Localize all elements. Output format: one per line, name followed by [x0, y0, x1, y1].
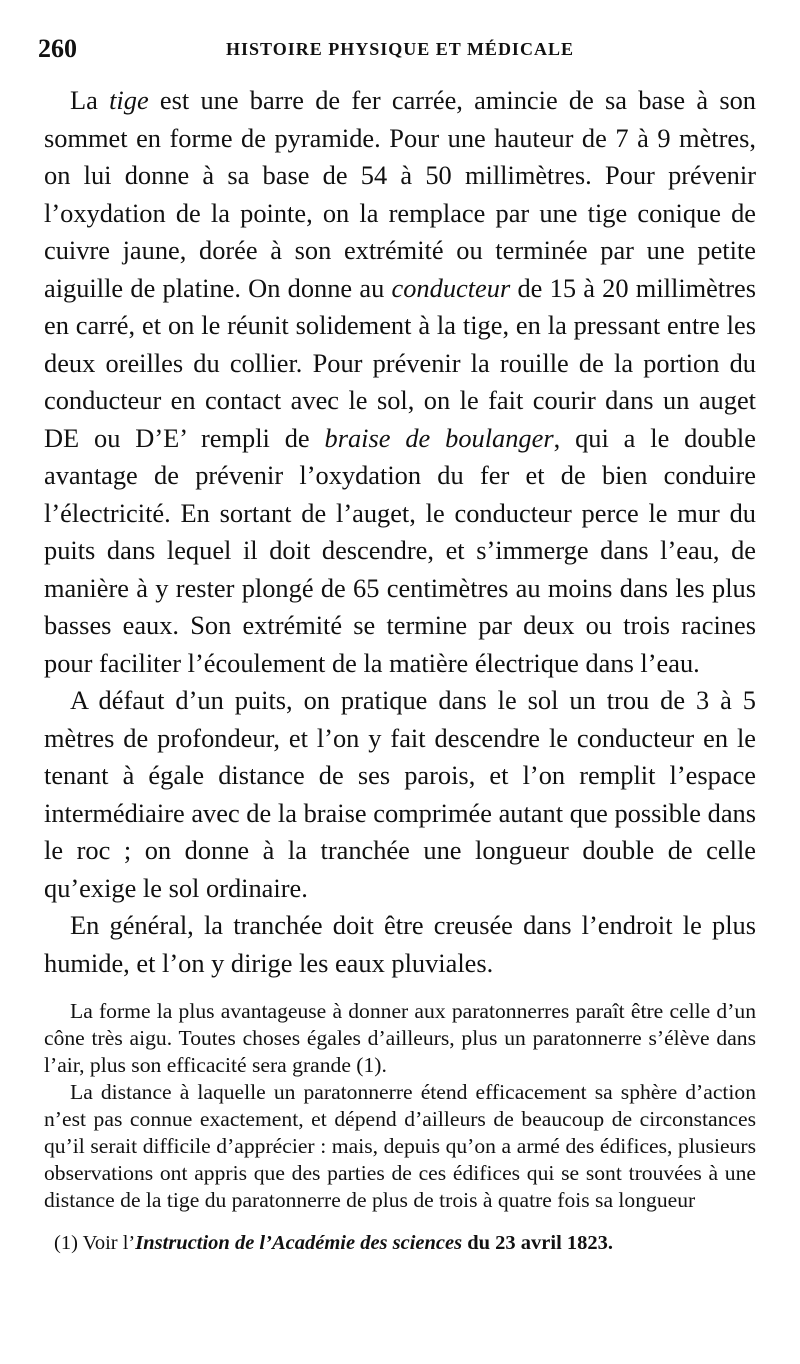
footnote-prefix: Voir l’ — [82, 1232, 136, 1254]
text-segment: , qui a le double avantage de prévenir l’oxydation du fer et de bien conduire l’électricité. En sortant de l’auget, le conducteur perce le mur du puits dans lequel il doit descendre, et s’immerge dans l’eau, de manière à y rester plongé de 65 centimètres au moins dans les plus basses eaux. Son extrémité se termine par deux ou trois racines pour faciliter l’écoulement de la matière électrique dans l’eau. — [44, 422, 756, 678]
paragraph-3 — [44, 907, 756, 982]
note-paragraph-2: La distance à laquelle un paratonnerre étend efficacement sa sphère d’action n’est pas connue exactement, et dépend d’ailleurs de beaucoup de circonstances qu’il serait difficile d’apprécier : mais, depuis qu’on a armé des édifices, plusieurs observations ont appris que des parties de ces édifices qui se sont trouvées à une distance de la tige du paratonnerre de plus de trois à quatre fois sa longueur — [44, 1080, 756, 1212]
page-header — [38, 34, 756, 68]
page-number: 260 — [38, 34, 77, 63]
note-paragraph-1: La forme la plus avantageuse à donner aux paratonnerres paraît être celle d’un cône très aigu. Toutes choses égales d’ailleurs, plus un paratonnerre s’élève dans l’air, plus son efficacité sera grande (1). — [44, 999, 756, 1077]
footnote-marker: (1) — [54, 1232, 78, 1254]
running-title: HISTOIRE PHYSIQUE ET MÉDICALE — [226, 39, 574, 59]
italic-segment: braise de boulanger — [324, 422, 554, 453]
text-segment: de 15 à 20 millimètres en carré, et on le réunit solidement à la tige, en la pressant entre les deux oreilles du collier. Pour prévenir la rouille de la portion du conducteur en contact avec le sol, on le fait courir dans un auget DE ou D’E’ rempli de — [44, 272, 757, 453]
footnote — [44, 1230, 756, 1256]
footnote-title: Instruction de l’Académie des sciences — [135, 1232, 463, 1254]
text-segment: La — [70, 85, 110, 115]
italic-segment: tige — [109, 85, 149, 115]
main-text — [44, 82, 756, 982]
italic-segment: conducteur — [391, 272, 511, 303]
page — [38, 34, 757, 1256]
footnote-suffix: du 23 avril 1823. — [467, 1232, 614, 1254]
text-segment: A défaut d’un puits, on pratique dans le sol un trou de 3 à 5 mètres de profondeur, et l’on y fait descendre le conducteur en le tenant à égale distance de ses parois, et l’on remplit l’espace intermédiaire avec de la braise comprimée autant que possible dans le roc ; on donne à la tranchée une longueur double de celle qu’exige le sol ordinaire. — [44, 685, 756, 903]
paragraph-2 — [44, 682, 756, 907]
notes-section — [44, 998, 756, 1214]
paragraph-1 — [44, 82, 756, 682]
text-segment: En général, la tranchée doit être creusée dans l’endroit le plus humide, et l’on y dirige les eaux pluviales. — [44, 910, 756, 978]
text-segment: est une barre de fer carrée, amincie de sa base à son sommet en forme de pyramide. Pour une hauteur de 7 à 9 mètres, on lui donne à sa base de 54 à 50 millimètres. Pour prévenir l’oxydation de la pointe, on la remplace par une tige conique de cuivre jaune, dorée à son extrémité ou terminée par une petite aiguille de platine. On donne au — [44, 85, 756, 303]
